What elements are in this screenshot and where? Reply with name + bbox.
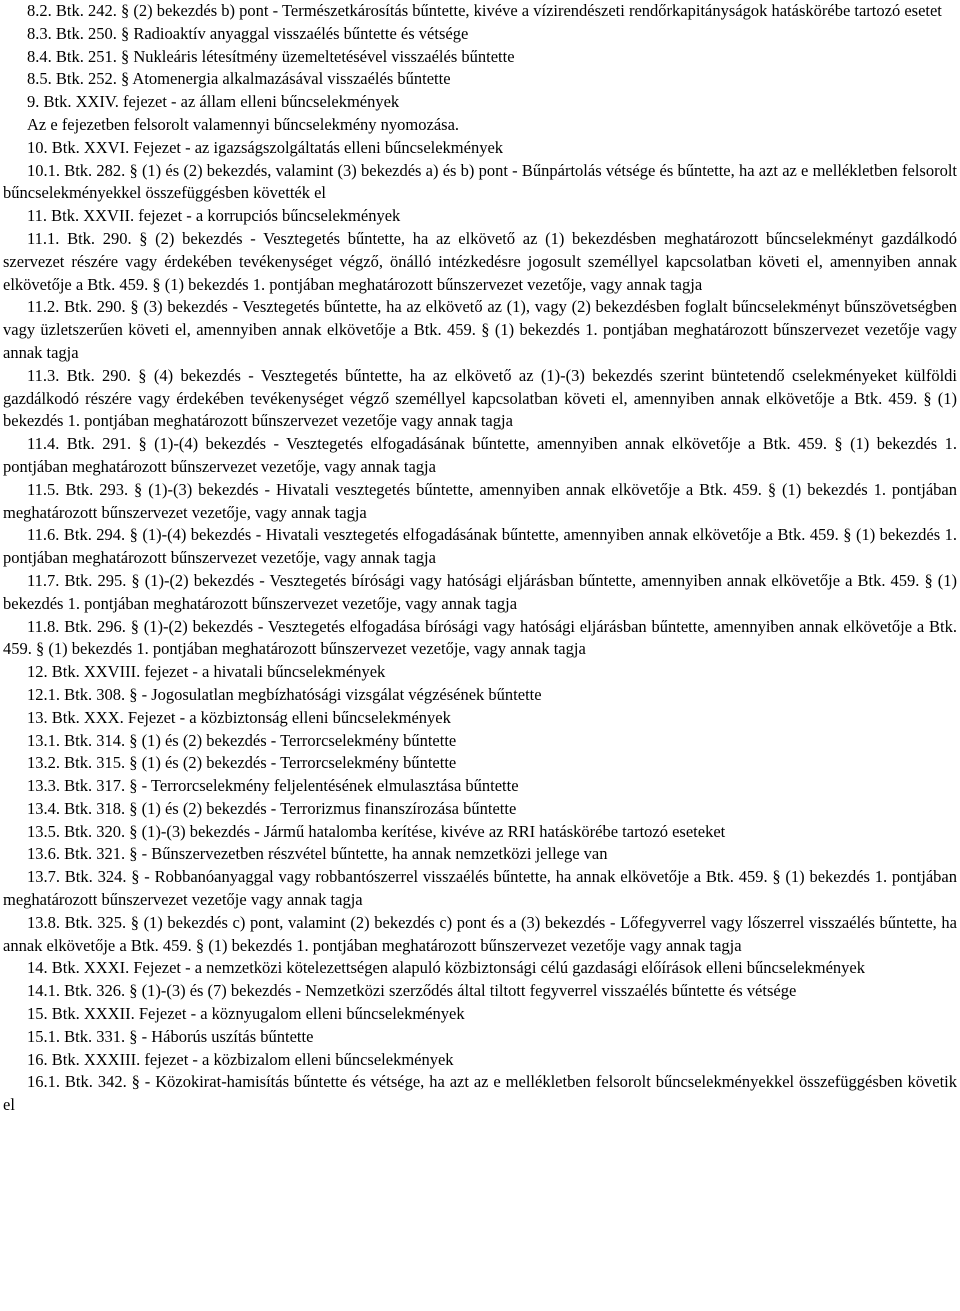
paragraph: 8.2. Btk. 242. § (2) bekezdés b) pont - Természetkárosítás bűntette, kivéve a vízirendészeti rendőrkapitányságok hatáskörébe tartozó esetet bbox=[27, 1, 942, 20]
paragraph: 13.6. Btk. 321. § - Bűnszervezetben részvétel bűntette, ha annak nemzetközi jellege van bbox=[27, 844, 608, 864]
chapter-heading: 14. Btk. XXXI. Fejezet - a nemzetközi kötelezettségen alapuló közbiztonsági célú gazdasági előírások elleni bűncselekmények bbox=[27, 958, 865, 978]
chapter-heading: 9. Btk. XXIV. fejezet - az állam elleni bűncselekmények bbox=[27, 92, 400, 112]
paragraph: 8.3. Btk. 250. § Radioaktív anyaggal visszaélés bűntette és vétsége bbox=[27, 23, 469, 43]
paragraph: 11.3. Btk. 290. § (4) bekezdés - Vesztegetés bűntette, ha az elkövető az (1)-(3) bekezdés szerint büntetendő cselekményeket külföldi gazdálkodó részére vagy érdekében tevékenységet végző személlyel kapcsolatban követi el, amennyiben annak elkövetője a Btk. 459. § (1) bekezdés 1. pontjában meghatározott bűnszervezet vezetője vagy annak tagja bbox=[3, 365, 957, 431]
chapter-heading: 15. Btk. XXXII. Fejezet - a köznyugalom elleni bűncselekmények bbox=[27, 1004, 465, 1024]
paragraph: 13.4. Btk. 318. § (1) és (2) bekezdés - Terrorizmus finanszírozása bűntette bbox=[27, 798, 517, 818]
paragraph: 15.1. Btk. 331. § - Háborús uszítás bűntette bbox=[27, 1026, 314, 1046]
paragraph: 13.3. Btk. 317. § - Terrorcselekmény feljelentésének elmulasztása bűntette bbox=[27, 776, 519, 796]
chapter-heading: 13. Btk. XXX. Fejezet - a közbiztonság elleni bűncselekmények bbox=[27, 707, 451, 727]
paragraph: 11.6. Btk. 294. § (1)-(4) bekezdés - Hivatali vesztegetés elfogadásának bűntette, amennyiben annak elkövetője a Btk. 459. § (1) bekezdés 1. pontjában meghatározott bűnszervezet vezetője, vagy annak tagja bbox=[3, 525, 957, 568]
paragraph: 13.2. Btk. 315. § (1) és (2) bekezdés - Terrorcselekmény bűntette bbox=[27, 753, 457, 773]
paragraph: 12.1. Btk. 308. § - Jogosulatlan megbízhatósági vizsgálat végzésének bűntette bbox=[27, 684, 542, 704]
paragraph: Az e fejezetben felsorolt valamennyi bűncselekmény nyomozása. bbox=[27, 114, 460, 134]
paragraph: 13.1. Btk. 314. § (1) és (2) bekezdés - Terrorcselekmény bűntette bbox=[27, 730, 457, 750]
paragraph: 8.4. Btk. 251. § Nukleáris létesítmény üzemeltetésével visszaélés bűntette bbox=[27, 46, 515, 66]
chapter-heading: 12. Btk. XXVIII. fejezet - a hivatali bűncselekmények bbox=[27, 662, 386, 682]
paragraph: 11.7. Btk. 295. § (1)-(2) bekezdés - Vesztegetés bírósági vagy hatósági eljárásban bűntette, amennyiben annak elkövetője a Btk. 459. § (1) bekezdés 1. pontjában meghatározott bűnszervezet vezetője, vagy annak tagja bbox=[3, 570, 957, 613]
paragraph: 11.1. Btk. 290. § (2) bekezdés - Vesztegetés bűntette, ha az elkövető az (1) bekezdésben meghatározott bűncselekményt gazdálkodó szervezet részére vagy érdekében tevékenységet végző, önálló intézkedésre jogosult személlyel kapcsolatban követi el, amennyiben annak elkövetője a Btk. 459. § (1) bekezdés 1. pontjában meghatározott bűnszervezet vezetője, vagy annak tagja bbox=[3, 228, 957, 294]
paragraph: 13.7. Btk. 324. § - Robbanóanyaggal vagy robbantószerrel visszaélés bűntette, ha annak elkövetője a Btk. 459. § (1) bekezdés 1. pontjában meghatározott bűnszervezet vezetője vagy annak tagja bbox=[3, 867, 957, 910]
paragraph: 16.1. Btk. 342. § - Közokirat-hamisítás bűntette és vétsége, ha azt az e mellékletben felsorolt bűncselekményekkel összefüggésben követik el bbox=[3, 1072, 957, 1115]
paragraph: 14.1. Btk. 326. § (1)-(3) és (7) bekezdés - Nemzetközi szerződés által tiltott fegyverrel visszaélés bűntette és vétsége bbox=[27, 981, 797, 1001]
paragraph: 13.5. Btk. 320. § (1)-(3) bekezdés - Jármű hatalomba kerítése, kivéve az RRI hatáskörébe tartozó eseteket bbox=[27, 821, 726, 841]
chapter-heading: 10. Btk. XXVI. Fejezet - az igazságszolgáltatás elleni bűncselekmények bbox=[27, 137, 504, 157]
paragraph: 10.1. Btk. 282. § (1) és (2) bekezdés, valamint (3) bekezdés a) és b) pont - Bűnpártolás vétsége és bűntette, ha azt az e mellékletben felsorolt bűncselekményekkel összefüggésben követték el bbox=[3, 160, 957, 203]
paragraph: 11.2. Btk. 290. § (3) bekezdés - Vesztegetés bűntette, ha az elkövető az (1), vagy (2) bekezdésben foglalt bűncselekményt bűnszövetségben vagy üzletszerűen követi el, amennyiben annak elkövetője a Btk. 459. § (1) bekezdés 1. pontjában meghatározott bűnszervezet vezetője vagy annak tagja bbox=[3, 297, 957, 362]
paragraph: 11.4. Btk. 291. § (1)-(4) bekezdés - Vesztegetés elfogadásának bűntette, amennyiben annak elkövetője a Btk. 459. § (1) bekezdés 1. pontjában meghatározott bűnszervezet vezetője, vagy annak tagja bbox=[3, 434, 957, 476]
paragraph: 11.5. Btk. 293. § (1)-(3) bekezdés - Hivatali vesztegetés bűntette, amennyiben annak elkövetője a Btk. 459. § (1) bekezdés 1. pontjában meghatározott bűnszervezet vezetője, vagy annak tagja bbox=[3, 479, 957, 522]
paragraph: 8.5. Btk. 252. § Atomenergia alkalmazásával visszaélés bűntette bbox=[27, 69, 451, 89]
chapter-heading: 11. Btk. XXVII. fejezet - a korrupciós bűncselekmények bbox=[27, 206, 401, 226]
paragraph: 11.8. Btk. 296. § (1)-(2) bekezdés - Vesztegetés elfogadása bírósági vagy hatósági eljárásban bűntette, amennyiben annak elkövetője a Btk. 459. § (1) bekezdés 1. pontjában meghatározott bűnszervezet vezetője, vagy annak tagja bbox=[3, 616, 957, 659]
paragraph: 13.8. Btk. 325. § (1) bekezdés c) pont, valamint (2) bekezdés c) pont és a (3) bekezdés - Lőfegyverrel vagy lőszerrel visszaélés bűntette, ha annak elkövetője a Btk. 459. § (1) bekezdés 1. pontjában meghatározott bűnszervezet vezetője vagy annak tagja bbox=[3, 912, 957, 955]
chapter-heading: 16. Btk. XXXIII. fejezet - a közbizalom elleni bűncselekmények bbox=[27, 1049, 454, 1069]
